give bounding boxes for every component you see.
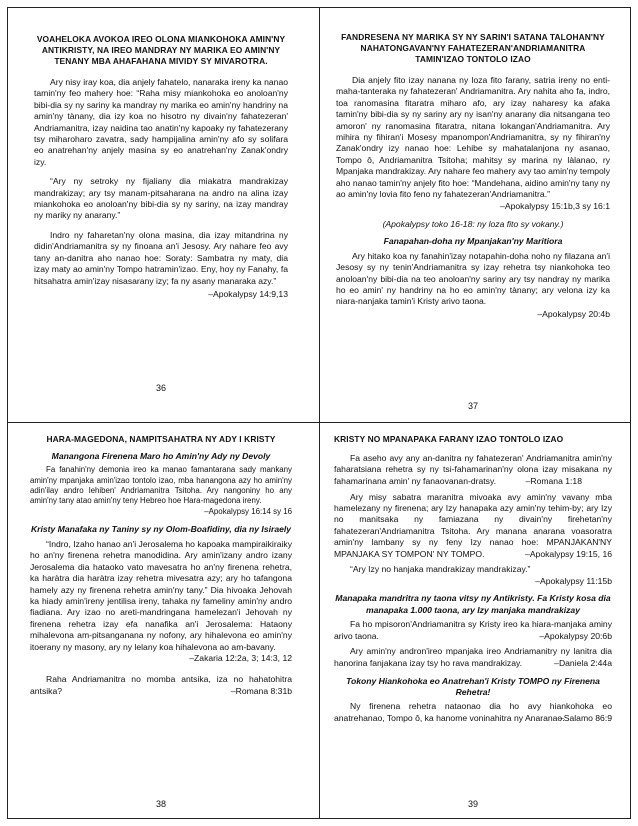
scripture-reference: –Apokalypsy 19:15, 16 [525, 549, 612, 560]
page-number: 37 [467, 400, 478, 411]
paragraph: Ary amin'ny andron'ireo mpanjaka ireo Andriamanitry ny lanitra dia hanorina fanjakana izay tsy ho rava mandrakizay. [334, 646, 612, 668]
paragraph: Dia anjely fito izay nanana ny loza fito farany, satria ireny no enti-maha-tanteraka ny fahatezeran' Andriamanitra. Ary nahita aho fa, indro, toa ranomasina fitaratra miharo afo, ary izay naharesy ka afaka tamin'ny bibi-dia sy ny sariny ary ny isan'ny anarany dia nitsangana teo amoron' ny ranomasina fitaratra, nitana lokangan'Andriamanitra. Ary mihira ny fihiran'i Mosesy mpanompon'Andriamanitra, sy ny fihiran'ny Zanak'ondry izy nanao hoe: Lehibe sy mahatalanjona ny asanao, Tompo ô, Andriamanitra Tsitoha; mahitsy sy marina ny làlanao, ry Mpanjaka mandrakizay. Ary nahare feo mahery avy tao amin'ny tempoly aho nanao tamin'ny anjely fito hoe: “Mandehana, aidino amin'ny tany ny ao amin'ny lovia fito feno ny fahatezeran'Andriamanitra.” [336, 75, 610, 200]
horizontal-divider [8, 422, 630, 423]
page-title: FANDRESENA NY MARIKA SY NY SARIN'I SATANA TALOHAN'NY NAHATONGAVAN'NY FAHATEZERAN'ANDRIAMANITRA TAMIN'IZAO TONTOLO IZAO [341, 32, 605, 64]
paragraph: “Indro, Izaho hanao an'i Jerosalema ho kapoaka mampiraikiraiky ho an'ny firenena rehetra manodidina. Ary amin'izany andro izany Jerosalema dia hataoko vato mavesatra ho an'ny firenena rehetra, ka haràtra dia haràtra izay rehetra mivesatra azy; ary ho tafangona hamely azy ny firenena rehetra amin'ny tany.” Dia hivoaka Jehovah ka hiady amin'ireny jentilisa ireny, tahaka ny fameliny amin'ny andro fiadiana. Ary izao no areti-mandringana hamelezan'i Jehovah ny firenena rehetra izay efa nanafika an'i Jerosalema: Hataony mihalevona am-pitsanganana ny nofony, ary hihalevona eo amin'ny itoerany ny masony, ary ny lelany koa hihalevona ao am-bavany. [30, 538, 292, 652]
scripture-reference: –Zakaria 12:2a, 3; 14:3, 12 [189, 652, 292, 663]
scripture-reference: –Apokalypsy 11:15b [535, 575, 612, 586]
page-title: VOAHELOKA AVOKOA IREO OLONA MIANKOHOKA AMIN'NY ANTIKRISTY, NA IREO MANDRAY NY MARIKA EO AMIN'NY TENANY MBA AHAFAHANA MIVIDY SY MIVAROTRA. [36, 34, 286, 66]
page-38 [12, 424, 310, 818]
scripture-reference: –Daniela 2:44a [554, 658, 612, 669]
scripture-reference: –Salamo 86:9 [558, 713, 612, 724]
paragraph: Fa aseho avy any an-danitra ny fahatezeran' Andriamanitra amin'ny faharatsiana rehetra sy ny tsi-fahamarinan'ny olona izay misakana ny fahamarinana amin' ny fanaovanan-dratsy. [334, 453, 612, 486]
chapter-note: (Apokalypsy toko 16-18: ny loza fito sy vokany.) [382, 218, 564, 229]
paragraph: Ary nisy iray koa, dia anjely fahatelo, nanaraka ireny ka nanao tamin'ny feo mahery hoe: “Raha misy miankohoka eo anoloan'ny bibi-dia sy ny sariny ka mandray ny marika eo amin'ny handriny na amin'ny tànany, dia izy koa no hisotro ny divain'ny fahatezeran' Andriamanitra, izay naidina tao anatin'ny kapoaky ny fahatezerany tsy miharoharo zavatra, sady hampijalina amin'ny afo sy solifara eo anatrehan'ny anjely masina sy eo anatrehan'ny Zanak'ondry izy. [34, 77, 288, 167]
page-37 [320, 14, 626, 414]
paragraph: “Ary ny setroky ny fijaliany dia miakatra mandrakizay mandrakizay; ary tsy manam-pitsaharana na andro na alina izay miankohoka eo anoloan'ny bibi-dia sy ny sariny, na izay mandray ny mariky ny anarany.” [34, 176, 288, 221]
page-title: HARA-MAGEDONA, NAMPITSAHATRA NY ADY I KRISTY [46, 434, 276, 444]
page-number: 39 [467, 798, 478, 809]
page-36 [12, 14, 310, 414]
subheading: Kristy Manafaka ny Taniny sy ny Olom-Boafidiny, dia ny Isiraely [30, 523, 292, 534]
subheading: Tokony Hiankohoka eo Anatrehan'i Kristy TOMPO ny Firenena Rehetra! [346, 675, 600, 697]
subheading: Manapaka mandritra ny taona vitsy ny Antikristy. Fa Kristy kosa dia manapaka 1.000 taona, ary Izy manjaka mandrakizay [335, 593, 611, 615]
paragraph: Fa fanahin'ny demonia ireo ka manao famantarana sady mankany amin'ny mpanjaka amin'izao tontolo izao, mba hanangona azy ho amin'ny adin'ilay andro lehiben' Andriamanitra Tsitoha. Ary nangoniny ho any amin'ny tany atao amin'ny teny Hebreo hoe Hara-magedona ireny. [30, 465, 292, 506]
page-number: 36 [155, 382, 166, 393]
subheading: Manangona Firenena Maro ho Amin'ny Ady ny Devoly [51, 451, 271, 461]
subheading: Fanapahan-doha ny Mpanjakan'ny Maritiora [383, 236, 563, 247]
scripture-reference: –Apokalypsy 15:1b,3 sy 16:1 [500, 201, 610, 212]
scripture-reference: –Apokalypsy 14:9,13 [208, 288, 288, 299]
page-title: KRISTY NO MPANAPAKA FARANY IZAO TONTOLO IZAO [334, 434, 564, 444]
quote: “Ary Izy no hanjaka mandrakizay mandrakizay.” [350, 564, 531, 575]
page-number: 38 [155, 798, 166, 809]
scripture-reference: –Romana 1:18 [525, 476, 582, 487]
scripture-reference: –Apokalypsy 16:14 sy 16 [204, 506, 292, 516]
closing-text: Raha Andriamanitra no momba antsika, iza no hahatohitra antsika? [30, 674, 292, 696]
scripture-reference: –Romana 8:31b [230, 685, 292, 696]
paragraph: Ary misy sabatra maranitra mivoaka avy amin'ny vavany mba hamelezany ny firenena; ary Izy hanapaka azy amin'ny tehim-by; ary Izy no manitsaka ny famiazana ny divain'ny firehetan'ny fahatezeran'Andriamanitra Tsitoha. Ary manana anarana voasoratra amin'ny lambany sy ny feny Izy nanao hoe: MPANJAKAN'NY MPANJAKA SY TOMPON' NY TOMPO. [334, 491, 612, 559]
paragraph: Indro ny faharetan'ny olona masina, dia izay mitandrina ny didin'Andriamanitra sy ny finoana an'i Jesosy. Ary nahare feo avy tany an-danitra aho nanao hoe: Soraty: Sambatra ny maty, dia izay maty ao amin'ny Tompo hatramin'izao. Eny, hoy ny Fanahy, fa hitsahatra amin'izay nisasarany izy; fa ny asany manaraka azy.” [34, 229, 288, 286]
closing-verse [30, 674, 292, 697]
paragraph: Ary hitako koa ny fanahin'izay notapahin-doha noho ny filazana an'i Jesosy sy ny tenin'Andriamanitra sy izay rehetra tsy niankohoka teo anoloan'ny bibi-dia na teo anoloan'ny sariny ary tsy nandray ny marika ho eo amin' ny handriny na ho eo amin'ny tànany; ary velona izy ka niara-nanjaka tamin'i Kristy arivo taona. [336, 250, 610, 307]
scripture-reference: –Apokalypsy 20:4b [537, 308, 610, 319]
paragraph: Ny firenena rehetra nataonao dia ho avy hiankohoka eo anatrehanao, Tompo ô, ka hanome voninahitra ny Anaranao. [334, 701, 612, 723]
page-39 [320, 424, 626, 818]
paragraph: Fa ho mpisoron'Andriamanitra sy Kristy ireo ka hiara-manjaka aminy arivo taona. [334, 619, 612, 641]
scripture-reference: –Apokalypsy 20:6b [539, 630, 612, 641]
